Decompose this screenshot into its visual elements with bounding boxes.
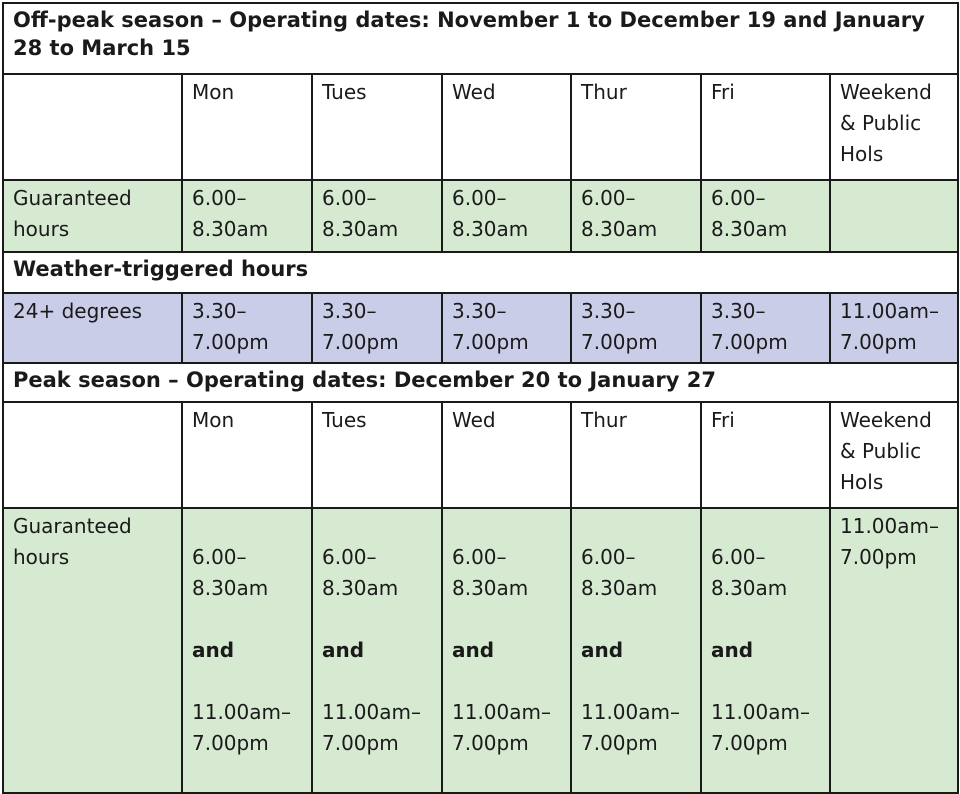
peak-corner-cell (3, 402, 182, 508)
peak-days-row (3, 402, 958, 508)
offpeak-guaranteed-wed: 6.00– 8.30am (442, 180, 571, 252)
peak-guaranteed-row (3, 508, 958, 793)
offpeak-guaranteed-mon: 6.00– 8.30am (182, 180, 312, 252)
offpeak-day-fri: Fri (701, 74, 830, 180)
peak-wed-and: and (452, 638, 495, 662)
schedule-table (2, 2, 959, 794)
peak-day-tues: Tues (312, 402, 442, 508)
offpeak-corner-cell (3, 74, 182, 180)
peak-day-mon: Mon (182, 402, 312, 508)
offpeak-title: Off-peak season – Operating dates: November 1 to December 19 and January 28 to March 15 (3, 3, 958, 74)
offpeak-day-thur: Thur (571, 74, 701, 180)
offpeak-day-wed: Wed (442, 74, 571, 180)
peak-fri-morning: 6.00– 8.30am (711, 545, 788, 600)
offpeak-day-weekend: Weekend & Public Hols (830, 74, 958, 180)
peak-guaranteed-wed (442, 508, 571, 793)
weather-mon: 3.30– 7.00pm (182, 293, 312, 363)
peak-guaranteed-tues (312, 508, 442, 793)
peak-mon-afternoon: 11.00am– 7.00pm (192, 700, 291, 755)
weather-title-row (3, 252, 958, 293)
peak-guaranteed-weekend: 11.00am– 7.00pm (830, 508, 958, 793)
peak-wed-afternoon: 11.00am– 7.00pm (452, 700, 551, 755)
offpeak-days-row (3, 74, 958, 180)
peak-day-wed: Wed (442, 402, 571, 508)
weather-wed: 3.30– 7.00pm (442, 293, 571, 363)
peak-title: Peak season – Operating dates: December 20 to January 27 (3, 363, 958, 402)
offpeak-guaranteed-fri: 6.00– 8.30am (701, 180, 830, 252)
offpeak-day-mon: Mon (182, 74, 312, 180)
weather-title: Weather-triggered hours (3, 252, 958, 293)
offpeak-guaranteed-row (3, 180, 958, 252)
offpeak-guaranteed-thur: 6.00– 8.30am (571, 180, 701, 252)
peak-mon-and: and (192, 638, 235, 662)
peak-title-row (3, 363, 958, 402)
weather-fri: 3.30– 7.00pm (701, 293, 830, 363)
offpeak-guaranteed-tues: 6.00– 8.30am (312, 180, 442, 252)
peak-thur-morning: 6.00– 8.30am (581, 545, 658, 600)
peak-fri-and: and (711, 638, 754, 662)
peak-day-thur: Thur (571, 402, 701, 508)
peak-tues-afternoon: 11.00am– 7.00pm (322, 700, 421, 755)
weather-label: 24+ degrees (3, 293, 182, 363)
peak-mon-morning: 6.00– 8.30am (192, 545, 269, 600)
peak-guaranteed-label: Guaranteed hours (3, 508, 182, 793)
peak-wed-morning: 6.00– 8.30am (452, 545, 529, 600)
peak-thur-and: and (581, 638, 624, 662)
offpeak-title-row (3, 3, 958, 74)
peak-guaranteed-thur (571, 508, 701, 793)
offpeak-day-tues: Tues (312, 74, 442, 180)
weather-thur: 3.30– 7.00pm (571, 293, 701, 363)
peak-tues-and: and (322, 638, 365, 662)
weather-tues: 3.30– 7.00pm (312, 293, 442, 363)
peak-tues-morning: 6.00– 8.30am (322, 545, 399, 600)
offpeak-guaranteed-weekend (830, 180, 958, 252)
peak-thur-afternoon: 11.00am– 7.00pm (581, 700, 680, 755)
peak-day-weekend: Weekend & Public Hols (830, 402, 958, 508)
offpeak-guaranteed-label: Guaranteed hours (3, 180, 182, 252)
peak-guaranteed-mon (182, 508, 312, 793)
peak-day-fri: Fri (701, 402, 830, 508)
weather-weekend: 11.00am– 7.00pm (830, 293, 958, 363)
peak-fri-afternoon: 11.00am– 7.00pm (711, 700, 810, 755)
weather-row (3, 293, 958, 363)
peak-guaranteed-fri (701, 508, 830, 793)
